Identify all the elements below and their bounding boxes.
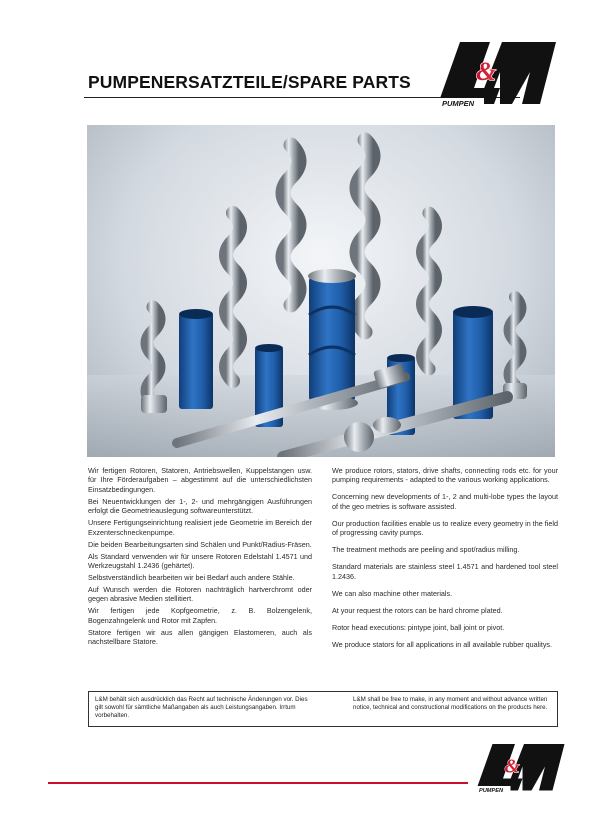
logo-ampersand: & (504, 756, 520, 778)
english-paragraph: The treatment methods are peeling and spot/radius milling. (332, 545, 520, 555)
logo-ampersand: & (476, 57, 497, 86)
english-description (332, 466, 558, 657)
disclaimer-english: L&M shall be free to make, in any moment and without advance written notice, technical and constructional modifications on the products here. (353, 696, 548, 711)
rotor-far-left (141, 307, 167, 413)
rotor-center-right (357, 140, 373, 332)
product-photo (87, 125, 555, 457)
german-paragraph: Auf Wunsch werden die Rotoren nachträglich hartverchromt oder gegen abrasive Medien stellitiert. (88, 585, 312, 604)
disclaimer-german: L&M behält sich ausdrücklich das Recht auf technische Änderungen vor. Dies gilt sowohl für sämtliche Maßangaben als auch Leistungsangaben. Irrtum vorbehalten. (95, 696, 308, 719)
english-paragraph: We can also machine other materials. (332, 588, 453, 598)
logo-subtext: PUMPEN (479, 788, 503, 794)
english-paragraph: Concerning new developments of 1-, 2 and multi-lobe types the layout of the geo metries is software assisted. (332, 492, 558, 511)
german-paragraph: Bei Neuentwicklungen der 1-, 2- und mehrgängigen Ausführungen erfolgt die Geometrieauslegung softwareunterstützt. (88, 496, 312, 516)
english-paragraph: Rotor head executions: pintype joint, ball joint or pivot. (332, 622, 505, 632)
german-paragraph: Statore fertigen wir aus allen gängigen Elastomeren, auch als nachstellbare Statore. (88, 627, 312, 647)
rotor-center-left (283, 145, 299, 305)
rotor-left-tall (226, 213, 240, 381)
page-title: PUMPENERSATZTEILE/SPARE PARTS (88, 72, 411, 92)
german-paragraph: Wir fertigen jede Kopfgeometrie, z. B. Bolzengelenk, Bogenzahngelenk und Rotor mit Zapfen. (88, 606, 312, 625)
english-paragraph: Our production facilities enable us to realize every geometry in the field of progressing cavity pumps. (332, 518, 558, 538)
logo-subtext: PUMPEN (442, 99, 475, 108)
german-paragraph: Wir fertigen Rotoren, Statoren, Antriebswellen, Kuppelstangen usw. für Ihre Förderaufgaben – abgestimmt auf die unterschiedlichsten Einsatzbedingungen. (88, 466, 312, 494)
german-paragraph: Selbstverständlich bearbeiten wir bei Bedarf auch andere Stähle. (88, 573, 295, 583)
lm-logo-bottom (470, 740, 566, 796)
english-paragraph: At your request the rotors can be hard chrome plated. (332, 605, 503, 615)
english-paragraph: Standard materials are stainless steel 1.4571 and hardened tool steel 1.2436. (332, 562, 558, 581)
german-description (88, 466, 312, 649)
german-paragraph: Die beiden Bearbeitungsarten sind Schälen und Punkt/Radius-Fräsen. (88, 539, 312, 549)
english-paragraph: We produce rotors, stators, drive shafts, connecting rods etc. for your pumping requirements - adapted to the various working applications. (332, 466, 558, 485)
disclaimer-box (88, 691, 558, 727)
rotor-far-right (503, 297, 527, 399)
german-paragraph: Als Standard verwenden wir für unsere Rotoren Edelstahl 1.4571 und Werkzeugstahl 1.2436 (gehärtet). (88, 551, 312, 571)
stator-left (179, 309, 213, 409)
footer-red-rule (48, 782, 468, 784)
lm-logo-top (430, 38, 558, 110)
english-paragraph: We produce stators for all applications in all available rubber qualitys. (332, 639, 553, 649)
german-paragraph: Unsere Fertigungseinrichtung realisiert jede Geometrie im Bereich der Exzenterschneckenpumpe. (88, 518, 312, 537)
rotor-right-tall (423, 213, 436, 369)
